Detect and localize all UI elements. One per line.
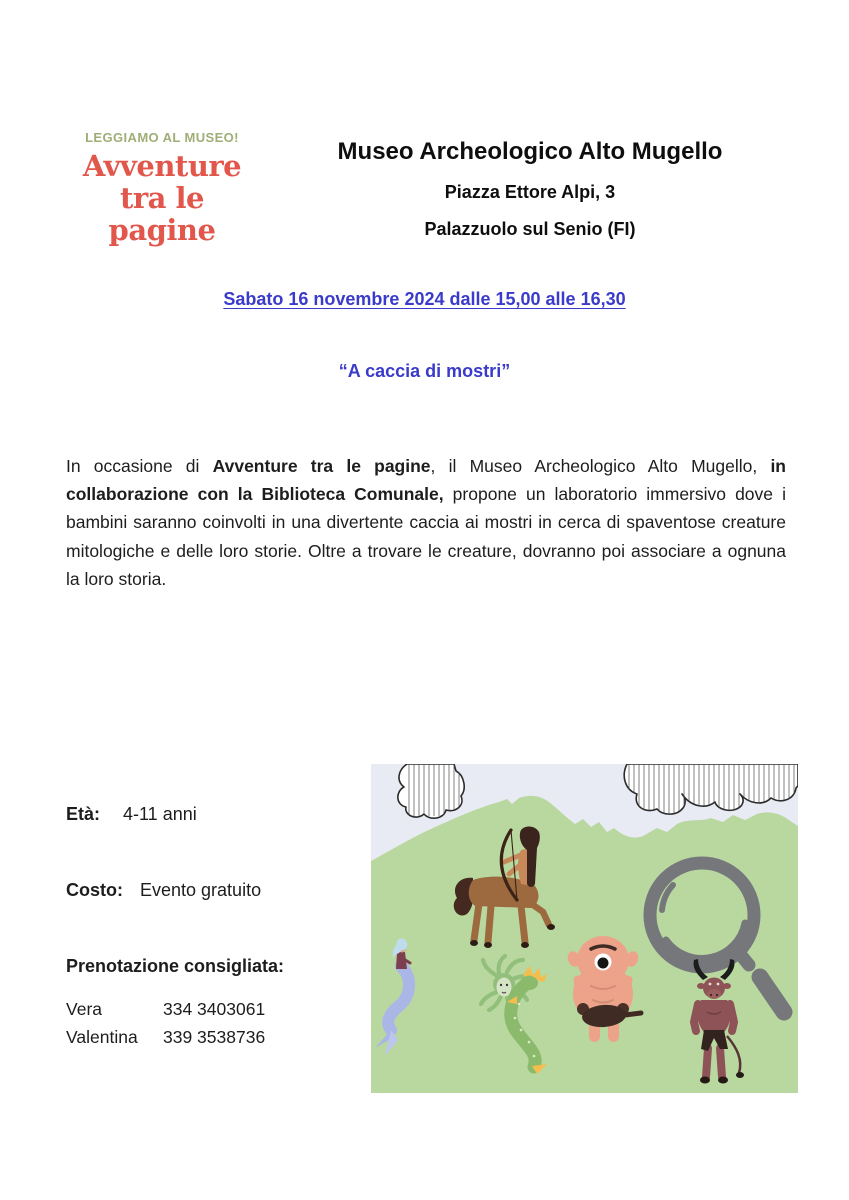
logo-tagline: LEGGIAMO AL MUSEO! xyxy=(85,130,239,145)
description-program-name: Avventure tra le pagine xyxy=(212,455,431,476)
cloud-left xyxy=(398,764,464,818)
event-details xyxy=(66,804,366,1051)
event-datetime: Sabato 16 novembre 2024 dalle 15,00 alle 16,30 xyxy=(223,289,626,309)
contact-name: Vera xyxy=(66,999,102,1019)
age-value: 4-11 anni xyxy=(123,804,197,824)
contact-row-valentina xyxy=(66,1023,366,1051)
contact-row-vera xyxy=(66,995,366,1023)
description-seg1: In occasione di xyxy=(66,455,213,476)
age-label: Età: xyxy=(66,804,101,824)
cost-label: Costo: xyxy=(66,880,123,900)
museum-header xyxy=(262,138,798,240)
event-description xyxy=(66,452,786,594)
contact-phone: 339 3538736 xyxy=(163,1027,266,1047)
logo-avventure-tra-le-pagine xyxy=(74,130,250,246)
museum-address-city: Palazzuolo sul Senio (FI) xyxy=(424,219,636,239)
logo-title-line2: tra le pagine xyxy=(108,181,216,247)
monsters-illustration xyxy=(371,764,798,1093)
contact-phone: 334 3403061 xyxy=(163,999,266,1019)
museum-name: Museo Archeologico Alto Mugello xyxy=(337,138,723,165)
museum-address-street: Piazza Ettore Alpi, 3 xyxy=(444,182,616,202)
booking-label: Prenotazione consigliata: xyxy=(66,956,285,976)
cost-value: Evento gratuito xyxy=(140,880,262,900)
age-row xyxy=(66,804,366,825)
cost-row xyxy=(66,880,366,901)
description-seg5: propone un laboratorio immersivo dove i bambini saranno coinvolti in una divertente caccia ai mostri in cerca di spaventose creature mitologiche e delle loro storie. Oltre a trovare le creature, dovranno poi associare a ognuna la loro storia. xyxy=(66,483,786,590)
contact-name: Valentina xyxy=(66,1027,138,1047)
logo-title-line1: Avventure xyxy=(82,149,242,183)
description-collaboration: in collaborazione con la Biblioteca Comunale, xyxy=(66,455,786,504)
event-title: “A caccia di mostri” xyxy=(338,361,511,381)
description-seg3: , il Museo Archeologico Alto Mugello, xyxy=(430,455,771,476)
